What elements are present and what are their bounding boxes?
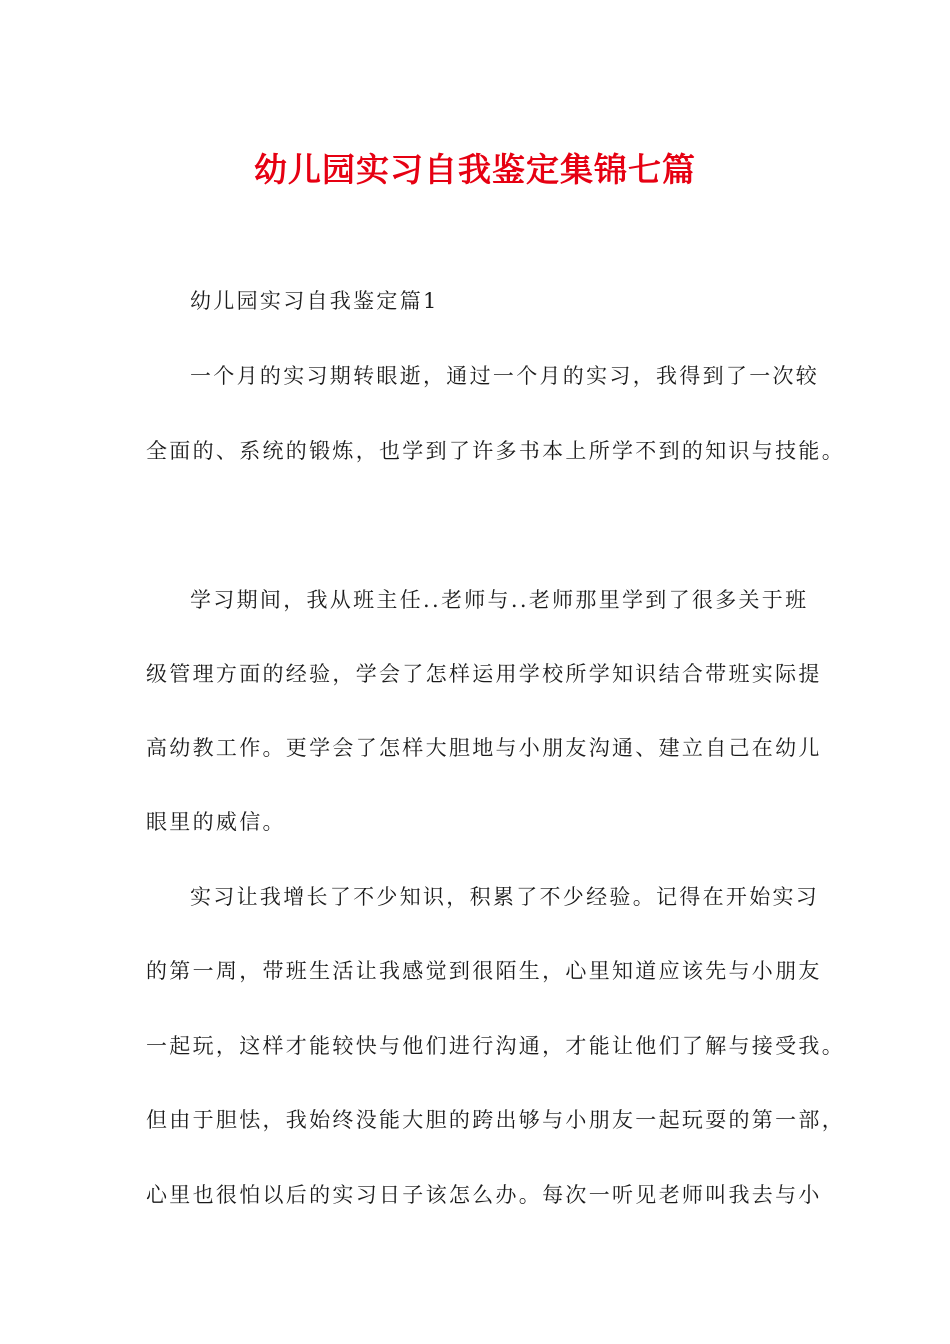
paragraph-line: 一个月的实习期转眼逝，通过一个月的实习，我得到了一次较 xyxy=(190,364,820,388)
paragraph-line: 实习让我增长了不少知识，积累了不少经验。记得在开始实习 xyxy=(190,885,820,909)
paragraph-line: 学习期间，我从班主任..老师与..老师那里学到了很多关于班 xyxy=(190,588,809,612)
section-heading: 幼儿园实习自我鉴定篇1 xyxy=(190,289,439,313)
paragraph-line: 全面的、系统的锻炼，也学到了许多书本上所学不到的知识与技能。 xyxy=(146,439,845,463)
paragraph-line: 眼里的威信。 xyxy=(146,810,286,834)
paragraph-line: 一起玩，这样才能较快与他们进行沟通，才能让他们了解与接受我。 xyxy=(146,1034,845,1058)
paragraph-line: 心里也很怕以后的实习日子该怎么办。每次一听见老师叫我去与小 xyxy=(146,1183,822,1207)
paragraph-line: 的第一周，带班生活让我感觉到很陌生，心里知道应该先与小朋友 xyxy=(146,959,822,983)
paragraph-line: 级管理方面的经验，学会了怎样运用学校所学知识结合带班实际提 xyxy=(146,662,822,686)
paragraph-line: 但由于胆怯，我始终没能大胆的跨出够与小朋友一起玩耍的第一部， xyxy=(146,1108,845,1132)
paragraph-line: 高幼教工作。更学会了怎样大胆地与小朋友沟通、建立自己在幼儿 xyxy=(146,736,822,760)
document-title: 幼儿园实习自我鉴定集锦七篇 xyxy=(254,150,696,189)
